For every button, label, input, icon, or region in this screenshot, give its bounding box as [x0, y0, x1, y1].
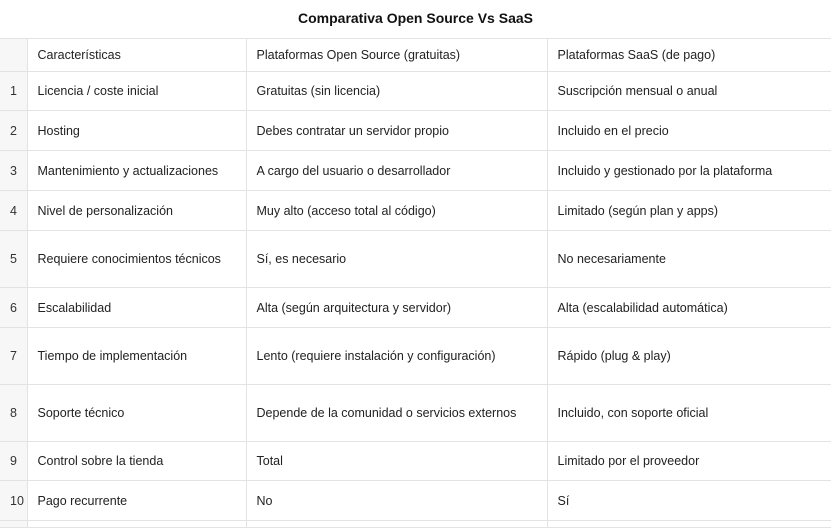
- row-index: 2: [0, 111, 27, 151]
- feature-cell: Soporte técnico: [27, 385, 246, 442]
- feature-cell: Tiempo de implementación: [27, 328, 246, 385]
- open-source-cell: Debes contratar un servidor propio: [246, 111, 547, 151]
- table-row: [0, 328, 831, 385]
- saas-cell: Incluido, con soporte oficial: [547, 385, 831, 442]
- open-source-cell: Sí, es necesario: [246, 231, 547, 288]
- open-source-cell: No: [246, 481, 547, 521]
- saas-cell: Alta (escalabilidad automática): [547, 288, 831, 328]
- table-row: [0, 111, 831, 151]
- feature-cell: Escalabilidad: [27, 288, 246, 328]
- row-index: 4: [0, 191, 27, 231]
- open-source-cell: Muy alto (acceso total al código): [246, 191, 547, 231]
- header-feature: Características: [27, 39, 246, 72]
- row-index: 8: [0, 385, 27, 442]
- saas-cell: Rápido (plug & play): [547, 328, 831, 385]
- open-source-cell: Alta (según arquitectura y servidor): [246, 288, 547, 328]
- feature-cell: Hosting: [27, 111, 246, 151]
- feature-cell: Nivel de personalización: [27, 191, 246, 231]
- open-source-cell: Lento (requiere instalación y configuración): [246, 328, 547, 385]
- header-open-source: Plataformas Open Source (gratuitas): [246, 39, 547, 72]
- saas-cell: Sí: [547, 481, 831, 521]
- table-row: [0, 191, 831, 231]
- header-saas: Plataformas SaaS (de pago): [547, 39, 831, 72]
- saas-cell: Limitado (según plan y apps): [547, 191, 831, 231]
- row-index: 7: [0, 328, 27, 385]
- feature-cell: Pago recurrente: [27, 481, 246, 521]
- feature-cell: Control sobre la tienda: [27, 442, 246, 481]
- row-index: 3: [0, 151, 27, 191]
- row-index: 10: [0, 481, 27, 521]
- table-row: [0, 442, 831, 481]
- open-source-cell: Gratuitas (sin licencia): [246, 72, 547, 111]
- feature-cell: Licencia / coste inicial: [27, 72, 246, 111]
- table-header-row: [0, 39, 831, 72]
- header-index: [0, 39, 27, 72]
- page-title: Comparativa Open Source Vs SaaS: [298, 10, 533, 26]
- comparison-table: [0, 38, 831, 528]
- table-row: [0, 385, 831, 442]
- saas-cell: Limitado por el proveedor: [547, 442, 831, 481]
- feature-cell: Mantenimiento y actualizaciones: [27, 151, 246, 191]
- table-row: [0, 72, 831, 111]
- table-row: [0, 151, 831, 191]
- open-source-cell: A cargo del usuario o desarrollador: [246, 151, 547, 191]
- feature-cell: Requiere conocimientos técnicos: [27, 231, 246, 288]
- table-row: [0, 481, 831, 521]
- saas-cell: Suscripción mensual o anual: [547, 72, 831, 111]
- saas-cell: Incluido en el precio: [547, 111, 831, 151]
- open-source-cell: Depende de la comunidad o servicios externos: [246, 385, 547, 442]
- saas-cell: Incluido y gestionado por la plataforma: [547, 151, 831, 191]
- row-index: 6: [0, 288, 27, 328]
- table-row: [0, 288, 831, 328]
- table-row: [0, 231, 831, 288]
- open-source-cell: Total: [246, 442, 547, 481]
- row-index: 5: [0, 231, 27, 288]
- saas-cell: No necesariamente: [547, 231, 831, 288]
- row-index: 9: [0, 442, 27, 481]
- row-index: 1: [0, 72, 27, 111]
